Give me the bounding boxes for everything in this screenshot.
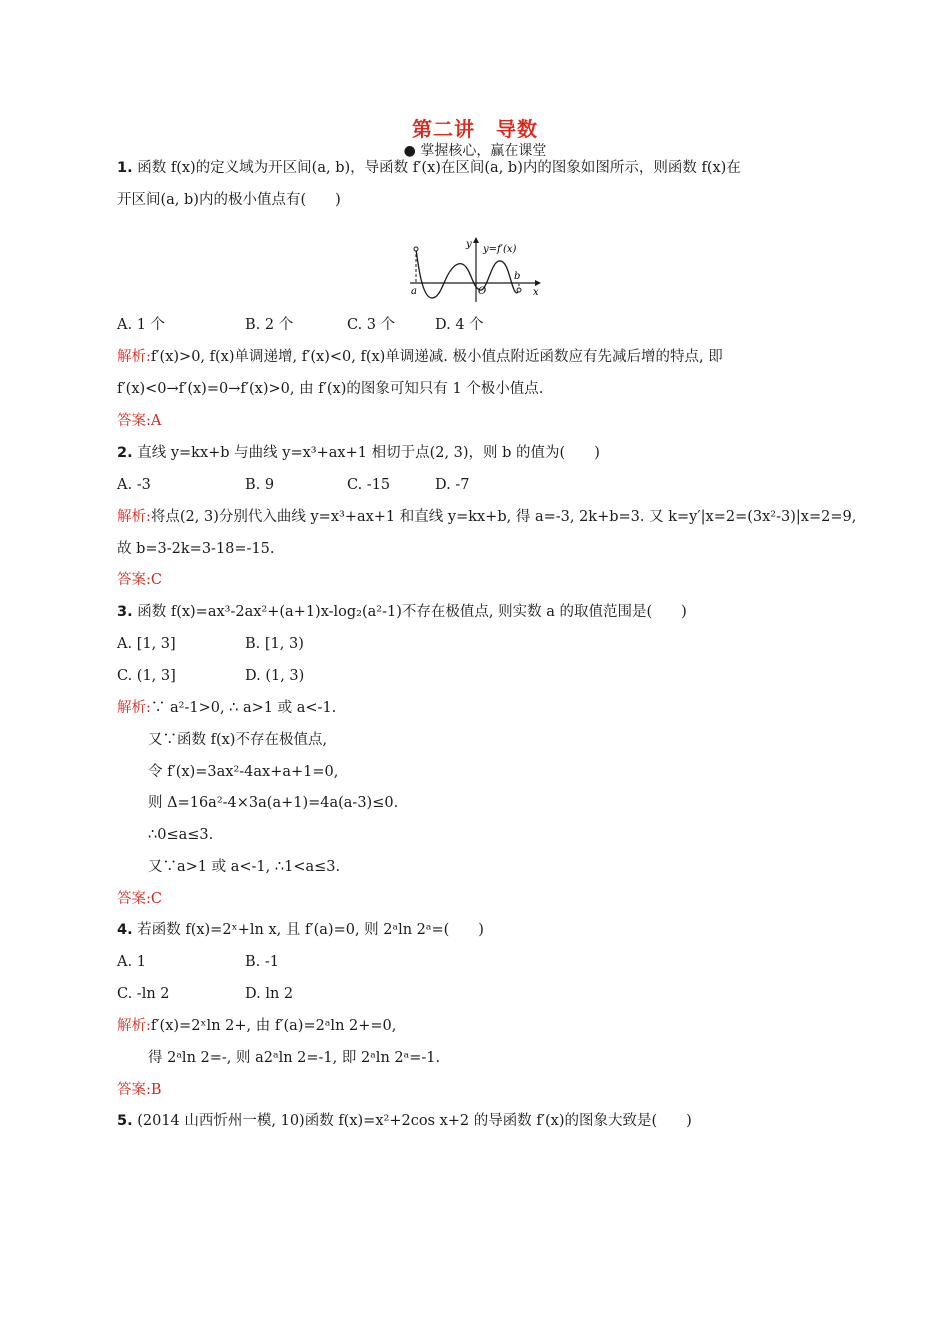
analysis-4-line2: 得 2ᵃln 2=-, 则 a2ᵃln 2=-1, 即 2ᵃln 2ᵃ=-1. bbox=[148, 1050, 441, 1066]
option-c: C. 3 个 bbox=[347, 317, 396, 333]
b-label: b bbox=[514, 271, 521, 282]
question-3-options-row2 bbox=[117, 666, 304, 686]
option-d: D. (1, 3) bbox=[245, 668, 305, 684]
analysis-3-line3: 令 f′(x)=3ax²-4ax+a+1=0, bbox=[148, 764, 339, 780]
option-c: C. -15 bbox=[347, 477, 391, 493]
y-label: y bbox=[466, 239, 472, 250]
analysis-label: 解析: bbox=[117, 1018, 151, 1034]
question-3-options-row1 bbox=[117, 634, 304, 654]
option-a: A. -3 bbox=[117, 477, 151, 493]
question-number: 1. bbox=[117, 160, 133, 176]
option-d: D. ln 2 bbox=[245, 986, 294, 1002]
option-d: D. 4 个 bbox=[435, 317, 484, 333]
question-4-options-row2 bbox=[117, 984, 293, 1004]
open-endpoint-a bbox=[414, 247, 418, 251]
analysis-3-line5: ∴0≤a≤3. bbox=[148, 827, 214, 843]
option-a: A. 1 bbox=[117, 954, 146, 970]
derivative-graph bbox=[405, 232, 545, 304]
option-b: B. [1, 3) bbox=[245, 636, 304, 652]
answer-3: 答案:C bbox=[117, 891, 162, 907]
question-number: 4. bbox=[117, 922, 133, 938]
analysis-label: 解析: bbox=[117, 349, 151, 365]
page-subtitle: ● 掌握核心，赢在课堂 bbox=[403, 143, 547, 159]
question-3 bbox=[117, 602, 687, 622]
analysis-text: 将点(2, 3)分别代入曲线 y=x³+ax+1 和直线 y=kx+b, 得 a=-3, 2k+b=3. 又 k=y′|x=2=(3x²-3)|x=2=9, bbox=[150, 509, 857, 525]
analysis-3-line2: 又∵函数 f(x)不存在极值点, bbox=[148, 732, 328, 748]
question-1 bbox=[117, 158, 741, 178]
question-2-options bbox=[117, 475, 469, 495]
option-b: B. 9 bbox=[245, 477, 275, 493]
question-text: (2014 山西忻州一模, 10)函数 f(x)=x²+2cos x+2 的导函数 f′(x)的图象大致是( ) bbox=[137, 1113, 692, 1129]
analysis-text: f′(x)>0, f(x)单调递增, f′(x)<0, f(x)单调递减. 极小值点附近函数应有先减后增的特点, 即 bbox=[150, 349, 723, 365]
function-label: y=f′(x) bbox=[483, 244, 517, 255]
y-axis-arrow-icon bbox=[473, 237, 479, 243]
question-text: 直线 y=kx+b 与曲线 y=x³+ax+1 相切于点(2, 3)，则 b 的值为( ) bbox=[137, 445, 600, 461]
question-1-options bbox=[117, 315, 484, 335]
question-1-line2: 开区间(a, b)内的极小值点有( ) bbox=[117, 192, 341, 208]
derivative-curve bbox=[416, 249, 519, 298]
analysis-2 bbox=[117, 507, 856, 527]
option-b: B. 2 个 bbox=[245, 317, 294, 333]
question-text: 函数 f(x)的定义域为开区间(a, b)，导函数 f′(x)在区间(a, b)内的图象如图所示，则函数 f(x)在 bbox=[137, 160, 741, 176]
analysis-label: 解析: bbox=[117, 509, 151, 525]
question-4-options-row1 bbox=[117, 952, 279, 972]
analysis-label: 解析: bbox=[117, 700, 151, 716]
option-a: A. [1, 3] bbox=[117, 636, 176, 652]
option-a: A. 1 个 bbox=[117, 317, 166, 333]
question-number: 2. bbox=[117, 445, 133, 461]
question-text: 函数 f(x)=ax³-2ax²+(a+1)x-log₂(a²-1)不存在极值点, 则实数 a 的取值范围是( ) bbox=[137, 604, 687, 620]
question-number: 3. bbox=[117, 604, 133, 620]
question-5 bbox=[117, 1111, 692, 1131]
answer-4: 答案:B bbox=[117, 1082, 162, 1098]
analysis-4 bbox=[117, 1016, 396, 1036]
analysis-1-line2: f′(x)<0→f′(x)=0→f′(x)>0, 由 f′(x)的图象可知只有 1 个极小值点. bbox=[117, 381, 544, 397]
analysis-1 bbox=[117, 347, 723, 367]
a-label: a bbox=[411, 286, 417, 297]
question-text: 若函数 f(x)=2ˣ+ln x, 且 f′(a)=0, 则 2ᵃln 2ᵃ=( ) bbox=[137, 922, 484, 938]
option-c: C. -ln 2 bbox=[117, 986, 170, 1002]
analysis-3 bbox=[117, 698, 336, 718]
option-d: D. -7 bbox=[435, 477, 470, 493]
x-axis-arrow-icon bbox=[535, 280, 541, 286]
option-b: B. -1 bbox=[245, 954, 279, 970]
answer-1: 答案:A bbox=[117, 413, 162, 429]
answer-2: 答案:C bbox=[117, 572, 162, 588]
analysis-2-line2: 故 b=3-2k=3-18=-15. bbox=[117, 541, 275, 557]
analysis-3-line4: 则 Δ=16a²-4×3a(a+1)=4a(a-3)≤0. bbox=[148, 795, 399, 811]
origin-label: O bbox=[478, 286, 487, 297]
open-endpoint-b bbox=[517, 288, 521, 292]
analysis-text: ∵ a²-1>0, ∴ a>1 或 a<-1. bbox=[150, 700, 337, 716]
analysis-text: f′(x)=2ˣln 2+, 由 f′(a)=2ᵃln 2+=0, bbox=[150, 1018, 397, 1034]
analysis-3-line6: 又∵a>1 或 a<-1, ∴1<a≤3. bbox=[148, 859, 341, 875]
page-title: 第二讲 导数 bbox=[412, 117, 538, 141]
option-c: C. (1, 3] bbox=[117, 668, 176, 684]
question-4 bbox=[117, 920, 484, 940]
question-2 bbox=[117, 443, 600, 463]
question-number: 5. bbox=[117, 1113, 133, 1129]
x-label: x bbox=[533, 287, 539, 298]
